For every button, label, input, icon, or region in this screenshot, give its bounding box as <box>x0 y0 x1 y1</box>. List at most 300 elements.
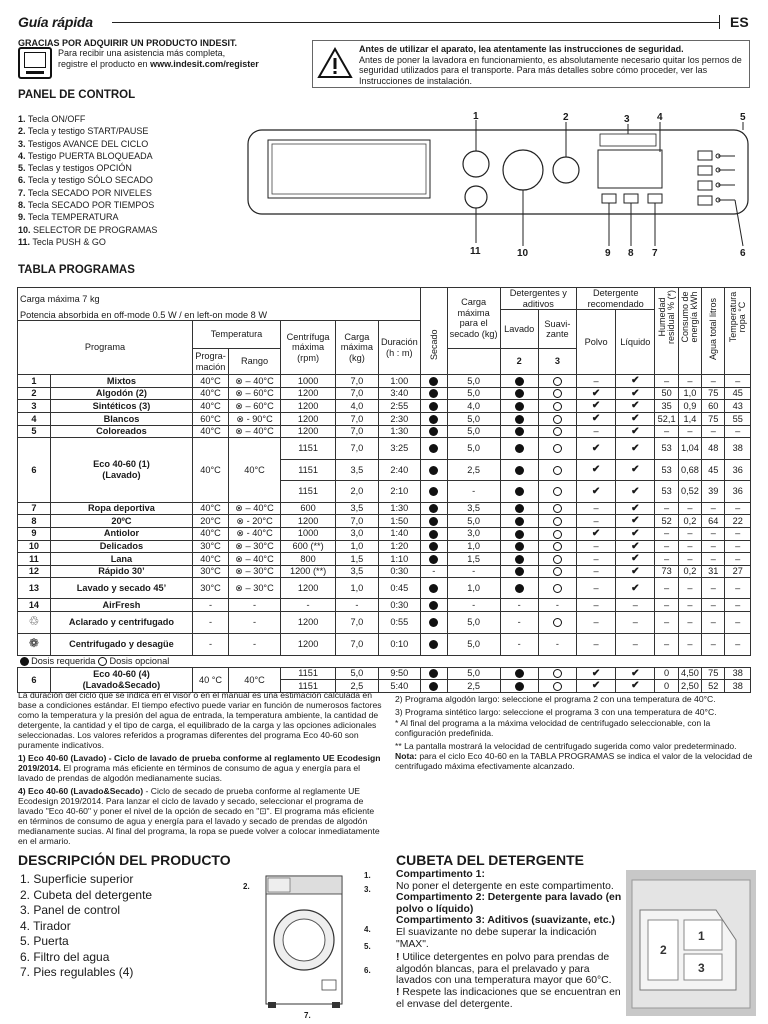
register-line-2: registre el producto en <box>58 59 151 69</box>
dose-required-icon <box>429 682 438 691</box>
dose-required-icon <box>515 402 524 411</box>
cubeta-c3-bold: Compartimento 3: Aditivos (suavizante, etc.) <box>396 915 616 927</box>
head-lavado: Lavado <box>500 310 538 349</box>
note-nota-bold: Nota: <box>395 751 417 761</box>
dose-required-icon <box>515 466 524 475</box>
note-eco1-bold: 1) Eco 40-60 (Lavado) - Ciclo de lavado de prueba conforme al reglamento UE Ecodesign 2019/2014. <box>18 753 381 773</box>
table-cell: 0,2 <box>678 565 701 578</box>
warning-text: Antes de poner la lavadora en funcionamiento, es absolutamente necesario quitar los pernos de seguridad utilizados para el transporte. Para más detalles sobre cómo proceder, ver las Instrucciones de instalación. <box>359 54 742 86</box>
table-cell: 2:10 <box>378 481 421 503</box>
table-cell-icon <box>538 425 576 438</box>
warning-mark-1: ! <box>396 952 400 964</box>
table-cell-icon <box>616 413 655 426</box>
control-panel-diagram <box>240 108 760 268</box>
table-cell: ⊗ - 90°C <box>229 413 281 426</box>
register-url[interactable]: www.indesit.com/register <box>150 59 259 69</box>
table-cell: 1200 <box>281 400 336 413</box>
cubeta-title: CUBETA DEL DETERGENTE <box>396 852 584 868</box>
table-cell-icon <box>500 565 538 578</box>
table-cell-icon <box>421 553 448 566</box>
table-cell: 27 <box>725 565 751 578</box>
table-cell: – <box>576 565 615 578</box>
table-cell-icon <box>421 438 448 460</box>
table-cell-icon <box>500 515 538 528</box>
dose-required-icon <box>429 444 438 453</box>
table-row <box>18 502 751 515</box>
table-cell: 60 <box>702 400 725 413</box>
table-cell: 0,9 <box>678 400 701 413</box>
table-cell: 39 <box>702 481 725 503</box>
table-cell: – <box>576 553 615 566</box>
table-row <box>18 425 751 438</box>
warning-box <box>312 40 750 88</box>
table-row <box>18 540 751 553</box>
table-cell: – <box>702 633 725 655</box>
dose-optional-icon <box>553 618 562 627</box>
table-cell: Lana <box>50 553 192 566</box>
table-cell-icon <box>538 481 576 503</box>
callout-11: 11 <box>470 246 481 257</box>
table-cell-icon <box>616 502 655 515</box>
check-icon: ✔ <box>631 553 640 565</box>
table-cell: - <box>500 611 538 633</box>
panel-item-1: 1. Tecla ON/OFF <box>18 114 86 124</box>
table-cell-icon <box>538 375 576 388</box>
table-cell: – <box>655 375 678 388</box>
dose-optional-icon <box>553 567 562 576</box>
table-cell-icon <box>500 375 538 388</box>
product-item-5: 5. Puerta <box>20 934 69 948</box>
washer-callout-4: 4. <box>364 925 371 934</box>
table-cell: 3,5 <box>336 502 378 515</box>
panel-item-11: 11. Tecla PUSH & GO <box>18 236 106 247</box>
table-cell: 40 °C <box>193 667 229 692</box>
callout-6: 6 <box>740 248 746 259</box>
dose-optional-icon <box>553 542 562 551</box>
table-cell: 5,0 <box>447 515 500 528</box>
table-cell-icon <box>538 611 576 633</box>
washer-diagram <box>258 868 350 1014</box>
table-cell: – <box>655 425 678 438</box>
table-cell-icon <box>421 375 448 388</box>
table-cell: – <box>725 375 751 388</box>
check-icon: ✔ <box>631 464 640 476</box>
table-cell: 52,1 <box>655 413 678 426</box>
dose-required-icon <box>515 567 524 576</box>
note-2star: ** La pantalla mostrará la velocidad de centrifugado sugerida como valor predeterminado. <box>395 741 737 751</box>
table-cell: 40°C <box>193 400 229 413</box>
head-suavizante: Suavi-zante <box>538 310 576 349</box>
table-cell: 0:10 <box>378 633 421 655</box>
table-row <box>18 667 751 680</box>
table-cell: - <box>447 599 500 611</box>
table-cell: Antiolor <box>50 527 192 540</box>
table-cell: – <box>655 599 678 611</box>
table-cell-icon <box>538 459 576 481</box>
table-cell-icon <box>576 680 615 693</box>
dose-optional-icon <box>553 466 562 475</box>
dose-required-icon <box>515 444 524 453</box>
product-title: DESCRIPCIÓN DEL PRODUCTO <box>18 852 231 868</box>
table-cell: – <box>725 633 751 655</box>
table-cell: 1200 <box>281 387 336 400</box>
table-cell: 9 <box>18 527 51 540</box>
table-cell: – <box>576 375 615 388</box>
table-cell: Aclarado y centrifugado <box>50 611 192 633</box>
table-cell: - <box>193 611 229 633</box>
callout-10: 10 <box>517 248 529 259</box>
dose-required-icon <box>429 530 438 539</box>
table-cell-icon <box>538 413 576 426</box>
table-cell-icon <box>616 680 655 693</box>
legend-cell <box>18 655 751 667</box>
table-cell-icon <box>421 413 448 426</box>
table-cell: – <box>616 599 655 611</box>
table-cell: Lavado y secado 45’ <box>50 578 192 599</box>
table-cell: 40°C <box>193 387 229 400</box>
head-liquido: Líquido <box>616 310 655 375</box>
note-eco1: El programa más eficiente en términos de consumo de agua y energía para el lavado de prendas de algodón medianamente sucias. <box>18 763 361 783</box>
table-cell: 7,0 <box>336 633 378 655</box>
table-cell-icon <box>421 680 448 693</box>
table-row <box>18 413 751 426</box>
check-icon: ✔ <box>591 485 601 497</box>
table-cell: 3,5 <box>336 565 378 578</box>
dose-required-icon <box>429 377 438 386</box>
table-cell-icon <box>500 680 538 693</box>
dose-required-icon <box>515 415 524 424</box>
table-cell: - <box>229 633 281 655</box>
dose-required-icon <box>515 682 524 691</box>
check-icon: ✔ <box>591 527 601 539</box>
table-cell: – <box>576 540 615 553</box>
washer-callout-5: 5. <box>364 942 371 951</box>
table-cell: 30°C <box>193 565 229 578</box>
table-cell-icon <box>538 540 576 553</box>
dose-required-icon <box>515 584 524 593</box>
table-cell: 1:20 <box>378 540 421 553</box>
table-cell-icon <box>500 540 538 553</box>
table-cell: ⊗ – 60°C <box>229 400 281 413</box>
table-cell: - <box>421 565 448 578</box>
check-icon: ✔ <box>591 387 601 399</box>
eco-name-cell: Eco 40-60 (1) (Lavado) <box>50 438 192 503</box>
head-agua: Agua total litros <box>702 288 725 375</box>
table-cell: 7,0 <box>336 375 378 388</box>
table-cell-icon <box>538 438 576 460</box>
table-cell: 52 <box>702 680 725 693</box>
table-cell: – <box>702 425 725 438</box>
table-cell-icon <box>500 553 538 566</box>
table-cell: - <box>500 599 538 611</box>
head-humedad: Humedad residual % (*) <box>655 288 678 375</box>
product-item-3: 3. Panel de control <box>20 903 121 917</box>
table-cell: 2:40 <box>378 459 421 481</box>
table-cell: 5:40 <box>378 680 421 693</box>
table-cell: – <box>702 553 725 566</box>
callout-3: 3 <box>624 114 630 125</box>
spin-drain-icon: ❁ <box>28 636 39 651</box>
legend-row <box>18 655 751 667</box>
table-cell-icon <box>500 438 538 460</box>
table-cell: – <box>678 527 701 540</box>
dose-optional-icon <box>553 415 562 424</box>
dose-optional-icon <box>553 584 562 593</box>
table-cell: 12 <box>18 565 51 578</box>
washer-callout-6: 6. <box>364 966 371 975</box>
table-cell: - <box>229 599 281 611</box>
head-secado: Secado <box>421 288 448 375</box>
table-cell: 40°C <box>193 375 229 388</box>
table-cell: 1200 (**) <box>281 565 336 578</box>
table-cell: 2,50 <box>678 680 701 693</box>
table-cell: – <box>702 375 725 388</box>
washer-callout-2: 2. <box>243 882 250 891</box>
monitor-icon <box>18 47 52 79</box>
washer-callout-7: 7. <box>304 1011 311 1020</box>
dose-optional-icon <box>553 530 562 539</box>
table-cell: 7,0 <box>336 387 378 400</box>
table-cell-icon <box>500 413 538 426</box>
table-cell: 0,52 <box>678 481 701 503</box>
check-icon: ✔ <box>591 413 601 425</box>
table-cell: 7 <box>18 502 51 515</box>
dose-required-icon <box>429 517 438 526</box>
register-line-1: Para recibir una asistencia más completa, <box>58 48 226 58</box>
table-cell-icon <box>576 459 615 481</box>
table-cell: AirFresh <box>50 599 192 611</box>
callout-5: 5 <box>740 112 746 123</box>
table-cell-icon <box>576 438 615 460</box>
head-rango: Rango <box>229 349 281 375</box>
check-icon: ✔ <box>631 680 640 692</box>
check-icon: ✔ <box>631 667 640 679</box>
table-cell: – <box>678 599 701 611</box>
table-cell-icon <box>500 425 538 438</box>
table-cell: – <box>678 611 701 633</box>
notes-left <box>18 690 386 846</box>
callout-9: 9 <box>605 248 611 259</box>
panel-item-6: 6. Tecla y testigo SÓLO SECADO <box>18 175 153 186</box>
check-icon: ✔ <box>631 582 640 594</box>
table-cell: – <box>576 578 615 599</box>
table-cell-icon <box>616 387 655 400</box>
panel-item-4: 4. Testigo PUERTA BLOQUEADA <box>18 150 153 161</box>
dose-required-icon <box>20 657 29 666</box>
head-centrifuga: Centrífuga máxima (rpm) <box>281 321 336 375</box>
table-cell: – <box>655 502 678 515</box>
table-cell: 55 <box>725 413 751 426</box>
table-cell: – <box>576 502 615 515</box>
table-cell: 13 <box>18 578 51 599</box>
table-cell: 2,5 <box>447 459 500 481</box>
table-row <box>18 633 751 655</box>
dose-required-icon <box>515 542 524 551</box>
programs-table <box>17 287 751 693</box>
table-cell: 1000 <box>281 375 336 388</box>
table-cell-icon <box>500 502 538 515</box>
table-cell: – <box>702 527 725 540</box>
check-icon: ✔ <box>631 413 640 425</box>
table-cell: 14 <box>18 599 51 611</box>
table-cell: - <box>500 633 538 655</box>
table-cell-icon <box>576 667 615 680</box>
table-cell: – <box>725 578 751 599</box>
table-cell: 73 <box>655 565 678 578</box>
table-cell: 75 <box>702 667 725 680</box>
table-cell: ⊗ – 40°C <box>229 425 281 438</box>
notes-right <box>395 694 753 771</box>
table-cell: – <box>616 611 655 633</box>
table-cell: 40°C <box>229 667 281 692</box>
register-text <box>58 48 259 70</box>
panel-title: PANEL DE CONTROL <box>18 89 136 101</box>
table-cell: 5,0 <box>447 375 500 388</box>
table-cell-icon <box>616 540 655 553</box>
table-cell: 1,0 <box>336 540 378 553</box>
table-cell: – <box>678 540 701 553</box>
table-cell: 7,0 <box>336 611 378 633</box>
table-cell: 600 (**) <box>281 540 336 553</box>
cubeta-c3: El suavizante no debe superar la indicación "MAX". <box>396 926 597 950</box>
table-cell: 53 <box>655 459 678 481</box>
table-cell: 1151 <box>281 667 336 680</box>
table-cell-icon <box>616 553 655 566</box>
cubeta-c1-bold: Compartimento 1: <box>396 869 485 880</box>
table-cell: 3:25 <box>378 438 421 460</box>
table-cell: – <box>655 578 678 599</box>
table-cell: 4,0 <box>447 400 500 413</box>
table-cell: 38 <box>725 438 751 460</box>
program-icon-cell <box>18 611 51 633</box>
table-cell: – <box>725 527 751 540</box>
washer-callout-1: 1. <box>364 871 371 880</box>
table-cell: 53 <box>655 481 678 503</box>
table-cell: 30°C <box>193 578 229 599</box>
head-prog: Progra-mación <box>193 349 229 375</box>
head-cargasec: Carga máxima para el secado (kg) <box>447 288 500 349</box>
table-cell: – <box>725 425 751 438</box>
check-icon: ✔ <box>631 425 640 437</box>
callout-4: 4 <box>657 112 663 123</box>
table-cell: - <box>538 599 576 611</box>
dose-required-icon <box>429 584 438 593</box>
table-cell: 2,5 <box>447 680 500 693</box>
table-cell: 52 <box>655 515 678 528</box>
table-cell: Rápido 30’ <box>50 565 192 578</box>
table-cell: 800 <box>281 553 336 566</box>
head-tropa: Temperatura ropa °C <box>725 288 751 375</box>
table-cell: – <box>655 611 678 633</box>
panel-item-9: 9. Tecla TEMPERATURA <box>18 212 119 223</box>
table-cell: 7,0 <box>336 438 378 460</box>
rinse-spin-icon: ♲ <box>28 614 40 629</box>
panel-item-7: 7. Tecla SECADO POR NIVELES <box>18 187 152 198</box>
dose-required-icon <box>429 402 438 411</box>
check-icon: ✔ <box>591 680 601 692</box>
table-row <box>18 527 751 540</box>
table-cell: ⊗ - 40°C <box>229 527 281 540</box>
table-cell: 40°C <box>193 553 229 566</box>
table-cell-icon <box>421 633 448 655</box>
table-cell: – <box>655 527 678 540</box>
legend-required: Dosis requerida <box>31 655 96 666</box>
table-cell-icon <box>538 387 576 400</box>
eco2-name-cell: Eco 40-60 (4) (Lavado&Secado) <box>50 667 192 692</box>
note-eco4: - Ciclo de secado de prueba conforme al reglamente UE Ecodesign 2019/2014. Para lanzar el ciclo de lavado y secado, seleccionar el programa de lavado "Eco 40-60" y poner el nivel de la opción de secado en "⊡". El programa más eficiente en términos de consumo de agua y energía para el lavado y secado de prendas de algodón medianamente sucias. Al final del programa, la ropa se puede volver a colocar inmediatamente en el armario. <box>18 786 380 846</box>
table-cell: 5 <box>18 425 51 438</box>
table-cell: 1200 <box>281 515 336 528</box>
panel-item-10: 10. SELECTOR DE PROGRAMAS <box>18 224 158 235</box>
dose-optional-icon <box>553 377 562 386</box>
panel-item-2: 2. Tecla y testigo START/PAUSE <box>18 126 149 137</box>
table-cell-icon <box>616 565 655 578</box>
callout-2: 2 <box>563 112 569 123</box>
table-cell: 1,5 <box>336 553 378 566</box>
table-cell-icon <box>421 425 448 438</box>
dose-required-icon <box>429 487 438 496</box>
dose-required-icon <box>429 669 438 678</box>
table-cell: 6 <box>18 438 51 503</box>
table-cell: ⊗ – 30°C <box>229 565 281 578</box>
table-row <box>18 611 751 633</box>
table-cell: – <box>702 599 725 611</box>
table-cell: ⊗ – 30°C <box>229 578 281 599</box>
table-cell: 11 <box>18 553 51 566</box>
svg-text:3: 3 <box>698 961 705 975</box>
table-cell: Mixtos <box>50 375 192 388</box>
table-cell: – <box>616 633 655 655</box>
detergent-drawer-image <box>626 870 756 1016</box>
page-title: Guía rápida <box>18 14 93 30</box>
table-cell: ⊗ – 40°C <box>229 375 281 388</box>
table-cell: 1151 <box>281 438 336 460</box>
note-star: * Al final del programa a la máxima velocidad de centrifugado seleccionable, con la configuración predefinida. <box>395 718 711 738</box>
table-cell: 1,0 <box>336 578 378 599</box>
table-cell-icon <box>538 680 576 693</box>
register-heading: GRACIAS POR ADQUIRIR UN PRODUCTO INDESIT. <box>18 38 238 48</box>
table-cell: Algodón (2) <box>50 387 192 400</box>
note-duration: La duración del ciclo que se indica en el visor o en el manual es una estimación calculada en base a condiciones estándar. El tiempo efectivo puede variar en función de numerosos factores como la temperatura y la presión del agua de entrada, la temperatura ambiente, la cantidad de detergente, la cantidad y el tipo de carga, el equilibrado de la carga y las opciones adicionales seleccionadas. Los valores referidos a programas diferentes del programa Eco 40-60 son puramente indicativos. <box>18 690 382 750</box>
dose-required-icon <box>515 389 524 398</box>
check-icon: ✔ <box>631 540 640 552</box>
table-cell: 9:50 <box>378 667 421 680</box>
table-cell-icon <box>538 553 576 566</box>
table-cell: 5,0 <box>447 387 500 400</box>
legend-optional: Dosis opcional <box>109 655 170 666</box>
table-cell: 5,0 <box>447 667 500 680</box>
dose-required-icon <box>429 601 438 610</box>
table-cell: - <box>281 599 336 611</box>
table-cell: 1,0 <box>678 387 701 400</box>
table-cell: 60°C <box>193 413 229 426</box>
product-item-6: 6. Filtro del agua <box>20 949 110 964</box>
table-cell: 1151 <box>281 459 336 481</box>
table-cell-icon <box>538 527 576 540</box>
table-cell: ⊗ – 40°C <box>229 553 281 566</box>
table-cell: 10 <box>18 540 51 553</box>
product-item-7: 7. Pies regulables (4) <box>20 965 134 979</box>
table-cell: Ropa deportiva <box>50 502 192 515</box>
table-cell: 40°C <box>193 438 229 503</box>
check-icon: ✔ <box>631 400 640 412</box>
table-cell: 1,04 <box>678 438 701 460</box>
check-icon: ✔ <box>631 502 640 514</box>
head-c2: 2 <box>500 349 538 375</box>
table-cell: 2:30 <box>378 413 421 426</box>
check-icon: ✔ <box>591 464 601 476</box>
cubeta-text <box>396 869 624 1010</box>
